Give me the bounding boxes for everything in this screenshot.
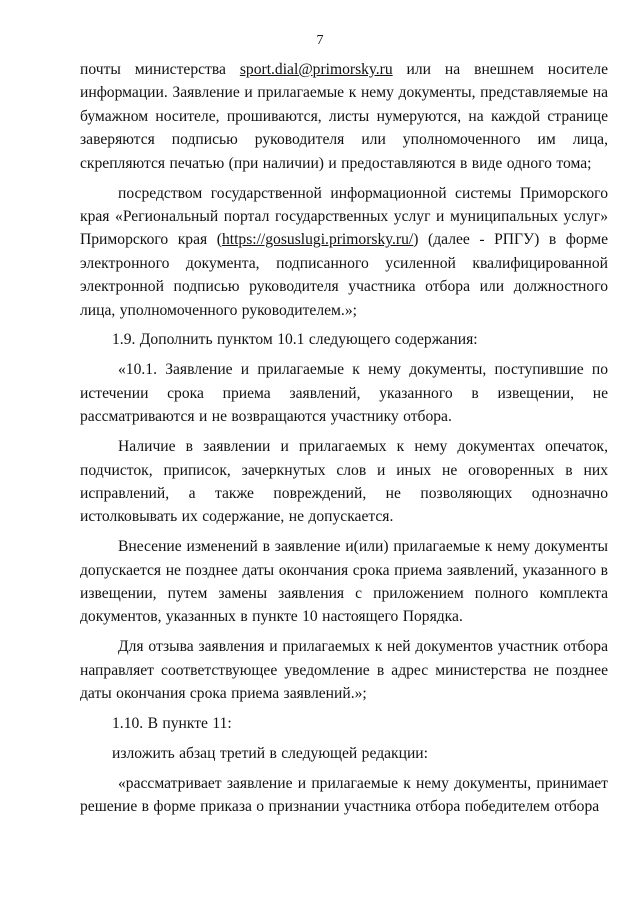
paragraph-withdrawal: Для отзыва заявления и прилагаемых к ней документов участник отбора направляет соответствующее уведомление в адрес министерства не позднее даты окончания срока приема заявлений.»; xyxy=(80,638,608,703)
paragraph-text: ) (далее - РПГУ) в форме электронного документа, подписанного усиленной квалифицированной электронной подписью руководителя участника отбора или должностного лица, уполномоченного руководителем.»; xyxy=(80,231,608,319)
portal-url-link[interactable]: https://gosuslugi.primorsky.ru/ xyxy=(221,231,414,249)
paragraph-changes-procedure: Внесение изменений в заявление и(или) прилагаемые к нему документы допускается не позднее даты окончания срока приема заявлений, указанного в извещении, путем замены заявления с приложением полного комплекта документов, указанных в пункте 10 настоящего Порядка. xyxy=(80,538,608,626)
page-number: 7 xyxy=(316,33,324,48)
paragraph-instruction: изложить абзац третий в следующей редакции: xyxy=(112,744,428,762)
paragraph-amendment-1-10: 1.10. В пункте 11: xyxy=(112,715,232,733)
paragraph-portal-submission xyxy=(80,182,608,322)
paragraph-amendment-1-9: 1.9. Дополнить пунктом 10.1 следующего содержания: xyxy=(112,331,478,349)
paragraph-text: посредством государственной информационной системы Приморского края «Региональный портал государственных услуг и муниципальных услуг» Приморского края ( xyxy=(80,184,608,249)
document-body xyxy=(80,58,608,825)
email-link[interactable]: sport.dial@primorsky.ru xyxy=(239,61,393,78)
paragraph-email-submission xyxy=(80,58,608,175)
paragraph-text: почты министерства xyxy=(80,61,240,78)
paragraph-errors-not-allowed: Наличие в заявлении и прилагаемых к нему документах опечаток, подчисток, приписок, зачеркнутых слов и иных не оговоренных в них исправлений, а также повреждений, не позволяющих однозначно истолковывать их содержание, не допускается. xyxy=(80,438,608,526)
paragraph-clause-10-1: «10.1. Заявление и прилагаемые к нему документы, поступившие по истечении срока приема заявлений, указанного в извещении, не рассматриваются и не возвращаются участнику отбора. xyxy=(80,361,608,426)
paragraph-text: или на внешнем носителе информации. Заявление и прилагаемые к нему документы, представляемые на бумажном носителе, прошиваются, листы нумеруются, на каждой странице заверяются подписью руководителя или уполномоченного им лица, скрепляются печатью (при наличии) и предоставляются в виде одного тома; xyxy=(80,61,608,172)
paragraph-new-wording: «рассматривает заявление и прилагаемые к нему документы, принимает решение в форме приказа о признании участника отбора победителем отбора xyxy=(80,774,608,816)
